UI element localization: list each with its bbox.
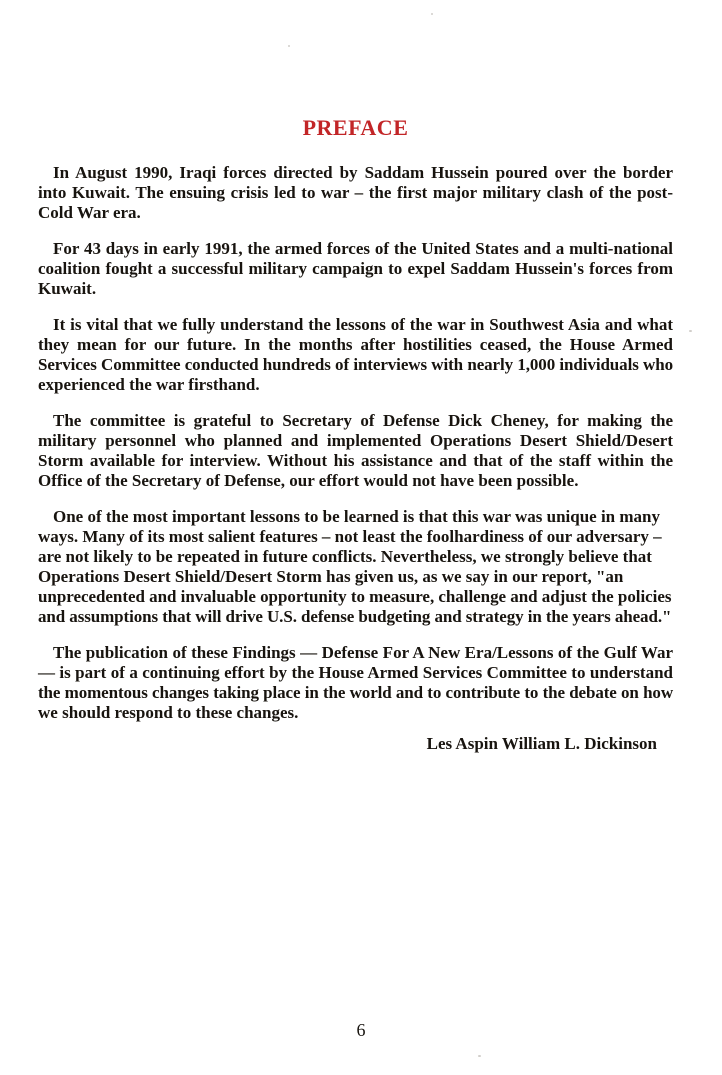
preface-body [38,163,673,723]
text-line: unprecedented and invaluable opportunity to measure, challenge and adjust the policies [38,587,672,606]
page-title: PREFACE [302,115,409,140]
text-line: The committee is grateful to Secretary of Defense Dick Cheney, for making the [53,411,673,430]
text-line: Services Committee conducted hundreds of interviews with nearly 1,000 individuals who [38,355,673,374]
text-line: the momentous changes taking place in the world and to contribute to the debate on how [38,683,673,702]
text-line: One of the most important lessons to be learned is that this war was unique in many [53,507,661,526]
page-number: 6 [356,1020,366,1040]
text-line: experienced the war firsthand. [38,375,260,394]
paragraph [38,411,673,491]
text-line: into Kuwait. The ensuing crisis led to war – the first major military clash of the post- [38,183,673,202]
text-line: military personnel who planned and implemented Operations Desert Shield/Desert [38,431,673,450]
text-line: Office of the Secretary of Defense, our effort would not have been possible. [38,471,579,490]
signature-line: Les Aspin William L. Dickinson [426,734,657,753]
paragraph [38,163,673,223]
paragraph [38,643,673,723]
text-line: Kuwait. [38,279,97,298]
text-line: and assumptions that will drive U.S. defense budgeting and strategy in the years ahead." [38,607,672,626]
text-line: we should respond to these changes. [38,703,299,722]
scan-speck [288,45,290,47]
page-content [38,0,673,754]
text-line: Storm available for interview. Without his assistance and that of the staff within the [38,451,673,470]
text-line: It is vital that we fully understand the lessons of the war in Southwest Asia and what [53,315,673,334]
scan-speck [431,13,433,15]
paragraph [38,239,673,299]
text-line: — is part of a continuing effort by the House Armed Services Committee to understand [38,663,673,682]
text-line: The publication of these Findings — Defense For A New Era/Lessons of the Gulf War [53,643,673,662]
text-line: For 43 days in early 1991, the armed forces of the United States and a multi-national [53,239,673,258]
text-line: ways. Many of its most salient features – not least the foolhardiness of our adversary – [38,527,662,546]
scan-speck [689,330,692,332]
text-line: In August 1990, Iraqi forces directed by Saddam Hussein poured over the border [53,163,673,182]
scan-speck [478,1055,481,1057]
paragraph [38,507,673,627]
paragraph [38,315,673,395]
text-line: Cold War era. [38,203,141,222]
text-line: they mean for our future. In the months after hostilities ceased, the House Armed [38,335,673,354]
text-line: Operations Desert Shield/Desert Storm has given us, as we say in our report, "an [38,567,624,586]
text-line: are not likely to be repeated in future conflicts. Nevertheless, we strongly believe that [38,547,652,566]
text-line: coalition fought a successful military campaign to expel Saddam Hussein's forces from [38,259,673,278]
